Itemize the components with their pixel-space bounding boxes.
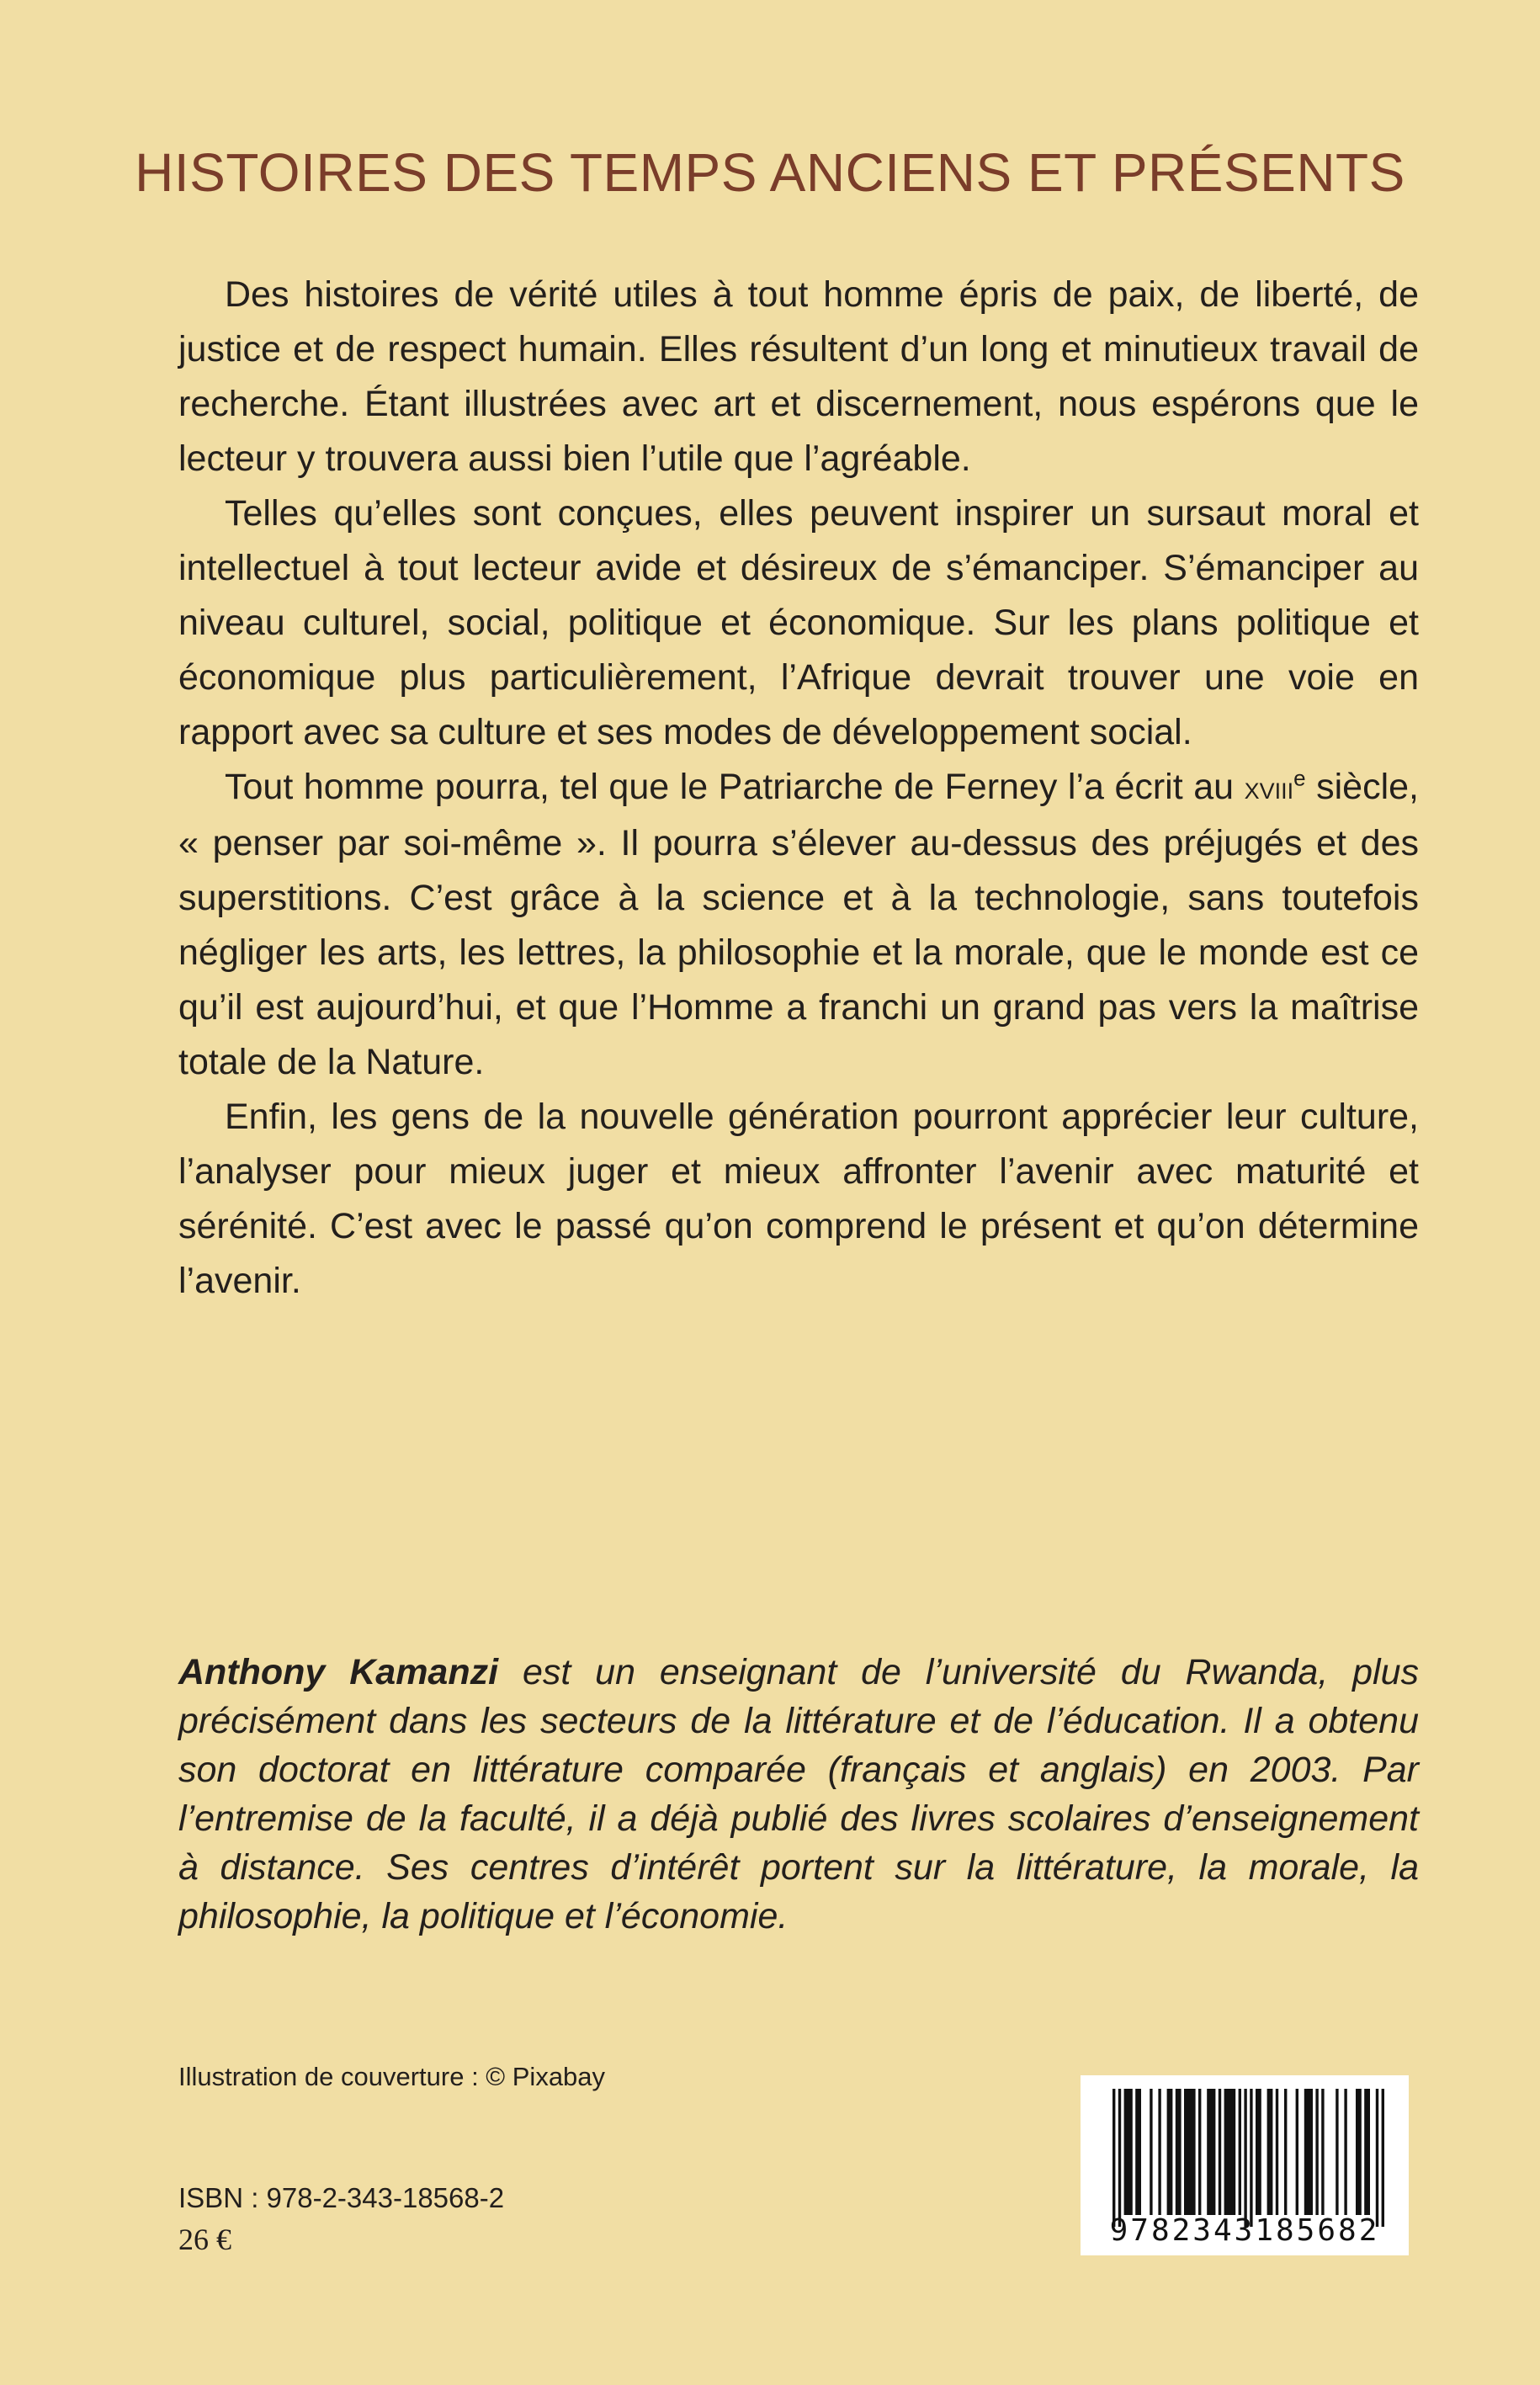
- barcode-bar: [1304, 2089, 1313, 2215]
- barcode-bar: [1118, 2089, 1121, 2227]
- century-numeral: xviii: [1244, 771, 1294, 806]
- century-superscript: e: [1293, 765, 1306, 791]
- barcode-bar: [1176, 2089, 1182, 2215]
- author-bio: [178, 1648, 1419, 1941]
- author-name: Anthony Kamanzi: [178, 1652, 499, 1692]
- barcode-bar: [1284, 2089, 1287, 2215]
- isbn: ISBN : 978-2-343-18568-2: [178, 2182, 505, 2213]
- barcode-bar: [1356, 2089, 1362, 2215]
- barcode-bar: [1124, 2089, 1133, 2215]
- barcode-bar: [1207, 2089, 1215, 2215]
- barcode-bar: [1364, 2089, 1370, 2215]
- barcode-bar: [1198, 2089, 1201, 2215]
- barcode-bar: [1315, 2089, 1318, 2215]
- barcode: [1081, 2075, 1409, 2255]
- barcode-bar: [1113, 2089, 1115, 2227]
- barcode-bar: [1150, 2089, 1152, 2215]
- book-title: HISTOIRES DES TEMPS ANCIENS ET PRÉSENTS: [135, 142, 1405, 203]
- blurb-paragraph-2: Telles qu’elles sont conçues, elles peuvent inspirer un sursaut moral et intellectuel à tout lecteur avide et désireux de s’émanciper. S’émanciper au niveau culturel, social, politique et économique. Sur les plans politique et économique plus particulièrement, l’Afrique devrait trouver une voie en rapport avec sa culture et ses modes de développement social.: [178, 493, 1419, 752]
- barcode-bar: [1158, 2089, 1160, 2215]
- cover-illustration-credit: Illustration de couverture : © Pixabay: [178, 2062, 606, 2091]
- author-bio-text: est un enseignant de l’université du Rwanda, plus précisément dans les secteurs de la littérature et de l’éducation. Il a obtenu son doctorat en littérature comparée (français et anglais) en 2003. Par l’entremise de la faculté, il a déjà publié des livres scolaires d’enseignement à distance. Ses centres d’intérêt portent sur la littérature, la morale, la philosophie, la politique et l’économie.: [178, 1652, 1419, 1936]
- p3-start: Tout homme pourra, tel que le Patriarche de Ferney l’a écrit au: [225, 767, 1235, 807]
- barcode-digits: 9782343185682: [1109, 2213, 1380, 2248]
- barcode-bar: [1336, 2089, 1338, 2215]
- barcode-bar: [1296, 2089, 1298, 2215]
- barcode-bar: [1167, 2089, 1173, 2215]
- barcode-bar: [1250, 2089, 1252, 2227]
- barcode-bar: [1267, 2089, 1273, 2215]
- barcode-bar: [1376, 2089, 1378, 2227]
- author-bio-paragraph: [178, 1648, 1419, 1941]
- barcode-bar: [1184, 2089, 1196, 2215]
- barcode-bar: [1239, 2089, 1241, 2215]
- barcode-bar: [1321, 2089, 1324, 2215]
- barcode-bar: [1344, 2089, 1346, 2215]
- p3-end: siècle, « penser par soi-même ». Il pourra s’élever au-dessus des préjugés et des superstitions. C’est grâce à la science et à la technologie, sans toutefois négliger les arts, les lettres, la philosophie et la morale, que le monde est ce qu’il est aujourd’hui, et que l’Homme a franchi un grand pas vers la maîtrise totale de la Nature.: [178, 767, 1419, 1082]
- barcode-bar: [1224, 2089, 1236, 2215]
- barcode-bar: [1219, 2089, 1221, 2215]
- blurb: [178, 268, 1419, 1309]
- price: 26 €: [178, 2223, 231, 2256]
- barcode-bar: [1276, 2089, 1278, 2215]
- barcode-bar: [1256, 2089, 1261, 2215]
- blurb-paragraph-4: Enfin, les gens de la nouvelle génération pourront apprécier leur culture, l’analyser pour mieux juger et mieux affronter l’avenir avec maturité et sérénité. C’est avec le passé qu’on comprend le présent et qu’on détermine l’avenir.: [178, 1097, 1419, 1301]
- barcode-bar: [1135, 2089, 1141, 2215]
- barcode-bar: [1382, 2089, 1384, 2227]
- blurb-paragraph-3: [178, 760, 1419, 1090]
- barcode-bar: [1244, 2089, 1246, 2227]
- blurb-paragraph-1: Des histoires de vérité utiles à tout homme épris de paix, de liberté, de justice et de respect humain. Elles résultent d’un long et minutieux travail de recherche. Étant illustrées avec art et discernement, nous espérons que le lecteur y trouvera aussi bien l’utile que l’agréable.: [178, 274, 1419, 479]
